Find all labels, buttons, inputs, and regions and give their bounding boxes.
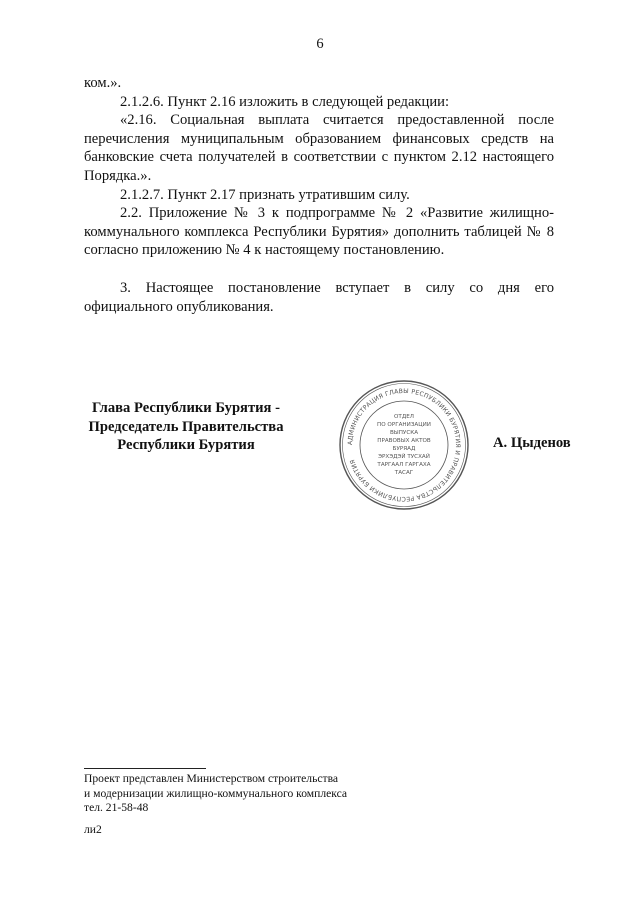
seal-inner-line: ЭРХЭДЭЙ ТУСХАЙ bbox=[378, 454, 430, 460]
seal-inner-line: ТАСАГ bbox=[394, 470, 414, 476]
document-body bbox=[84, 74, 554, 316]
footnote-line: Проект представлен Министерством строительства bbox=[84, 772, 339, 785]
document-code: ли2 bbox=[84, 823, 102, 836]
signatory-title bbox=[80, 399, 292, 455]
footnote-divider bbox=[84, 768, 206, 769]
seal-inner-line: ВЫПУСКА bbox=[389, 430, 419, 436]
paragraph-3: 3. Настоящее постановление вступает в силу со дня его официального опубликования. bbox=[84, 279, 554, 315]
signatory-name: А. Цыденов bbox=[493, 435, 571, 451]
signatory-title-line: Республики Бурятия bbox=[117, 437, 255, 453]
seal-graphic bbox=[337, 378, 471, 512]
paragraph-2-1-2-6: 2.1.2.6. Пункт 2.16 изложить в следующей редакции: bbox=[120, 93, 449, 110]
paragraph-2-1-2-7: 2.1.2.7. Пункт 2.17 признать утратившим силу. bbox=[120, 186, 410, 203]
page-number: 6 bbox=[316, 36, 324, 52]
svg-text:АДМИНИСТРАЦИЯ ГЛАВЫ РЕСПУБЛИКИ bbox=[347, 388, 461, 502]
footnote-phone: тел. 21-58-48 bbox=[84, 801, 149, 814]
paragraph-continuation: ком.». bbox=[84, 75, 122, 91]
seal-inner-line: ТАРГААЛ ГАРГАХА bbox=[377, 462, 431, 468]
paragraph-2-2: 2.2. Приложение № 3 к подпрограмме № 2 «Развитие жилищно-коммунального комплекса Республики Бурятия» дополнить таблицей № 8 согласно приложению № 4 к настоящему постановлению. bbox=[84, 205, 554, 259]
seal-inner-line: ПО ОРГАНИЗАЦИИ bbox=[377, 422, 431, 428]
seal-outer-text: АДМИНИСТРАЦИЯ ГЛАВЫ РЕСПУБЛИКИ БУРЯТИЯ И ПРАВИТЕЛЬСТВА РЕСПУБЛИКИ БУРЯТИЯ bbox=[346, 387, 462, 503]
footnote bbox=[84, 772, 444, 816]
signatory-title-line: Председатель Правительства bbox=[88, 418, 284, 435]
signatory-title-line: Глава Республики Бурятия - bbox=[92, 400, 280, 416]
footnote-line: и модернизации жилищно-коммунального комплекса bbox=[84, 786, 348, 800]
seal-inner-line: ПРАВОВЫХ АКТОВ bbox=[377, 438, 431, 444]
paragraph-2-16-text: «2.16. Социальная выплата считается предоставленной после перечисления муниципальным образованием финансовых средств на банковские счета получателей в соответствии с пунктом 2.12 настоящего Порядка.». bbox=[84, 112, 554, 184]
seal-inner-line: ОТДЕЛ bbox=[394, 414, 414, 420]
seal-inner-line: БУРЯАД bbox=[392, 446, 416, 452]
official-seal bbox=[337, 378, 471, 512]
